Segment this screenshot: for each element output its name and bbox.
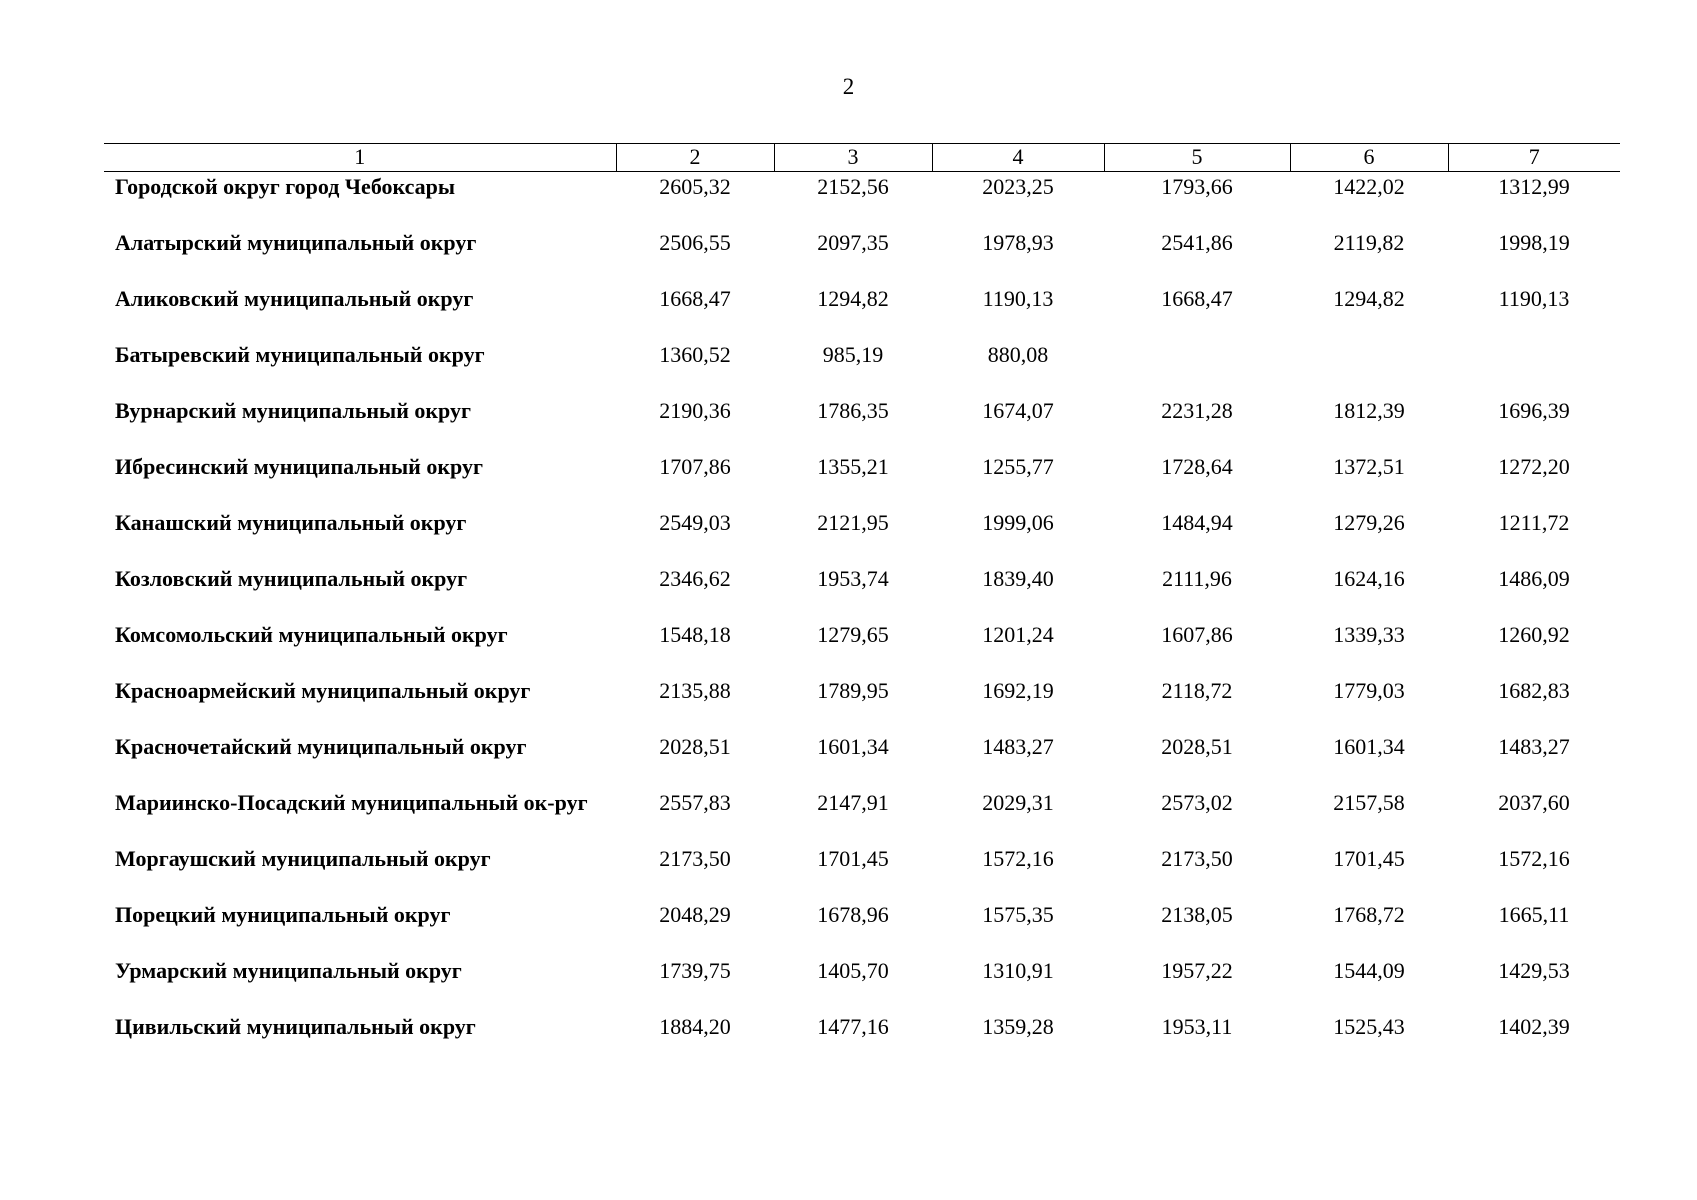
value-cell: 1884,20 <box>659 1014 731 1039</box>
value-cell: 1339,33 <box>1333 622 1405 647</box>
column-header: 5 <box>1104 144 1290 172</box>
value-cell: 2028,51 <box>1161 734 1233 759</box>
table-row <box>104 397 1620 453</box>
value-cell: 1211,72 <box>1498 510 1570 535</box>
district-name-cell: Цивильский муниципальный округ <box>115 1014 476 1039</box>
table-row <box>104 621 1620 677</box>
value-cell: 1429,53 <box>1498 958 1570 983</box>
table-row <box>104 845 1620 901</box>
district-name-cell: Порецкий муниципальный округ <box>115 902 451 927</box>
table-row <box>104 341 1620 397</box>
value-cell: 1294,82 <box>1333 286 1405 311</box>
value-cell: 1483,27 <box>1498 734 1570 759</box>
value-cell: 1294,82 <box>817 286 889 311</box>
value-cell: 1668,47 <box>1161 286 1233 311</box>
table-row <box>104 957 1620 1013</box>
column-header: 2 <box>616 144 774 172</box>
district-name-cell: Мариинско-Посадский муниципальный ок-руг <box>115 790 588 815</box>
value-cell: 1575,35 <box>982 902 1054 927</box>
value-cell: 1190,13 <box>1498 286 1570 311</box>
value-cell: 1839,40 <box>982 566 1054 591</box>
value-cell: 1779,03 <box>1333 678 1405 703</box>
value-cell: 2118,72 <box>1161 678 1233 703</box>
value-cell: 2557,83 <box>659 790 731 815</box>
table-row <box>104 509 1620 565</box>
value-cell: 1701,45 <box>817 846 889 871</box>
value-cell: 1422,02 <box>1333 174 1405 199</box>
value-cell: 2346,62 <box>659 566 731 591</box>
district-name-cell: Комсомольский муниципальный округ <box>115 622 508 647</box>
value-cell: 1786,35 <box>817 398 889 423</box>
value-cell: 1701,45 <box>1333 846 1405 871</box>
district-name-cell: Канашский муниципальный округ <box>115 510 467 535</box>
table-row <box>104 285 1620 341</box>
value-cell: 2506,55 <box>659 230 731 255</box>
value-cell: 2605,32 <box>659 174 731 199</box>
value-cell: 1279,65 <box>817 622 889 647</box>
district-name-cell: Красночетайский муниципальный округ <box>115 734 527 759</box>
table-row <box>104 789 1620 845</box>
district-name-cell: Вурнарский муниципальный округ <box>115 398 471 423</box>
value-cell <box>1104 341 1290 397</box>
table-row <box>104 453 1620 509</box>
value-cell <box>1290 341 1448 397</box>
value-cell: 1812,39 <box>1333 398 1405 423</box>
value-cell: 2190,36 <box>659 398 731 423</box>
value-cell: 2541,86 <box>1161 230 1233 255</box>
value-cell: 985,19 <box>822 342 884 367</box>
value-cell: 1483,27 <box>982 734 1054 759</box>
value-cell: 1768,72 <box>1333 902 1405 927</box>
value-cell: 2135,88 <box>659 678 731 703</box>
value-cell: 1279,26 <box>1333 510 1405 535</box>
value-cell: 2037,60 <box>1498 790 1570 815</box>
table-row <box>104 565 1620 621</box>
value-cell: 1665,11 <box>1498 902 1570 927</box>
value-cell: 2152,56 <box>817 174 889 199</box>
value-cell: 1360,52 <box>659 342 731 367</box>
value-cell: 2048,29 <box>659 902 731 927</box>
value-cell: 1190,13 <box>982 286 1054 311</box>
table-row <box>104 733 1620 789</box>
value-cell: 1312,99 <box>1498 174 1570 199</box>
value-cell: 1201,24 <box>982 622 1054 647</box>
district-name-cell: Городской округ город Чебоксары <box>115 174 456 199</box>
value-cell: 1999,06 <box>982 510 1054 535</box>
district-name-cell: Моргаушский муниципальный округ <box>115 846 491 871</box>
table-row <box>104 1013 1620 1069</box>
column-header: 1 <box>104 144 616 172</box>
value-cell: 1572,16 <box>1498 846 1570 871</box>
value-cell: 1728,64 <box>1161 454 1233 479</box>
column-header: 7 <box>1448 144 1620 172</box>
page-number: 2 <box>842 74 855 99</box>
column-header: 6 <box>1290 144 1448 172</box>
value-cell: 2157,58 <box>1333 790 1405 815</box>
value-cell: 1359,28 <box>982 1014 1054 1039</box>
value-cell: 1525,43 <box>1333 1014 1405 1039</box>
value-cell: 1607,86 <box>1161 622 1233 647</box>
value-cell: 2173,50 <box>1161 846 1233 871</box>
value-cell: 1260,92 <box>1498 622 1570 647</box>
value-cell: 1601,34 <box>1333 734 1405 759</box>
value-cell: 1692,19 <box>982 678 1054 703</box>
value-cell: 1572,16 <box>982 846 1054 871</box>
value-cell: 1739,75 <box>659 958 731 983</box>
value-cell: 1272,20 <box>1498 454 1570 479</box>
value-cell: 1957,22 <box>1161 958 1233 983</box>
district-name-cell: Аликовский муниципальный округ <box>115 286 474 311</box>
value-cell: 1668,47 <box>659 286 731 311</box>
value-cell: 2231,28 <box>1161 398 1233 423</box>
value-cell: 1310,91 <box>982 958 1054 983</box>
value-cell: 1789,95 <box>817 678 889 703</box>
district-name-cell: Урмарский муниципальный округ <box>115 958 462 983</box>
value-cell: 1548,18 <box>659 622 731 647</box>
value-cell <box>1448 341 1620 397</box>
column-header: 3 <box>774 144 932 172</box>
value-cell: 1793,66 <box>1161 174 1233 199</box>
value-cell: 1355,21 <box>817 454 889 479</box>
table-body <box>104 172 1620 1070</box>
value-cell: 1696,39 <box>1498 398 1570 423</box>
district-name-cell: Алатырский муниципальный округ <box>115 230 477 255</box>
value-cell: 1953,74 <box>817 566 889 591</box>
value-cell: 1953,11 <box>1161 1014 1233 1039</box>
table-row <box>104 172 1620 230</box>
value-cell: 2028,51 <box>659 734 731 759</box>
table-row <box>104 677 1620 733</box>
value-cell: 1678,96 <box>817 902 889 927</box>
value-cell: 1402,39 <box>1498 1014 1570 1039</box>
value-cell: 880,08 <box>987 342 1049 367</box>
value-cell: 2173,50 <box>659 846 731 871</box>
value-cell: 2138,05 <box>1161 902 1233 927</box>
value-cell: 2573,02 <box>1161 790 1233 815</box>
table-row <box>104 901 1620 957</box>
column-header: 4 <box>932 144 1104 172</box>
value-cell: 1486,09 <box>1498 566 1570 591</box>
value-cell: 2549,03 <box>659 510 731 535</box>
district-name-cell: Красноармейский муниципальный округ <box>115 678 531 703</box>
value-cell: 1707,86 <box>659 454 731 479</box>
value-cell: 1405,70 <box>817 958 889 983</box>
value-cell: 2119,82 <box>1333 230 1405 255</box>
district-name-cell: Козловский муниципальный округ <box>115 566 468 591</box>
value-cell: 2029,31 <box>982 790 1054 815</box>
value-cell: 1372,51 <box>1333 454 1405 479</box>
district-name-cell: Батыревский муниципальный округ <box>115 342 485 367</box>
header-row <box>104 144 1620 172</box>
value-cell: 1544,09 <box>1333 958 1405 983</box>
value-cell: 1978,93 <box>982 230 1054 255</box>
value-cell: 2147,91 <box>817 790 889 815</box>
value-cell: 2121,95 <box>817 510 889 535</box>
value-cell: 1624,16 <box>1333 566 1405 591</box>
value-cell: 1674,07 <box>982 398 1054 423</box>
value-cell: 2023,25 <box>982 174 1054 199</box>
value-cell: 1601,34 <box>817 734 889 759</box>
value-cell: 1682,83 <box>1498 678 1570 703</box>
district-name-cell: Ибресинский муниципальный округ <box>115 454 483 479</box>
table-row <box>104 229 1620 285</box>
data-table <box>104 143 1620 1069</box>
value-cell: 1477,16 <box>817 1014 889 1039</box>
value-cell: 1484,94 <box>1161 510 1233 535</box>
value-cell: 1998,19 <box>1498 230 1570 255</box>
value-cell: 1255,77 <box>982 454 1054 479</box>
value-cell: 2097,35 <box>817 230 889 255</box>
value-cell: 2111,96 <box>1162 566 1232 591</box>
